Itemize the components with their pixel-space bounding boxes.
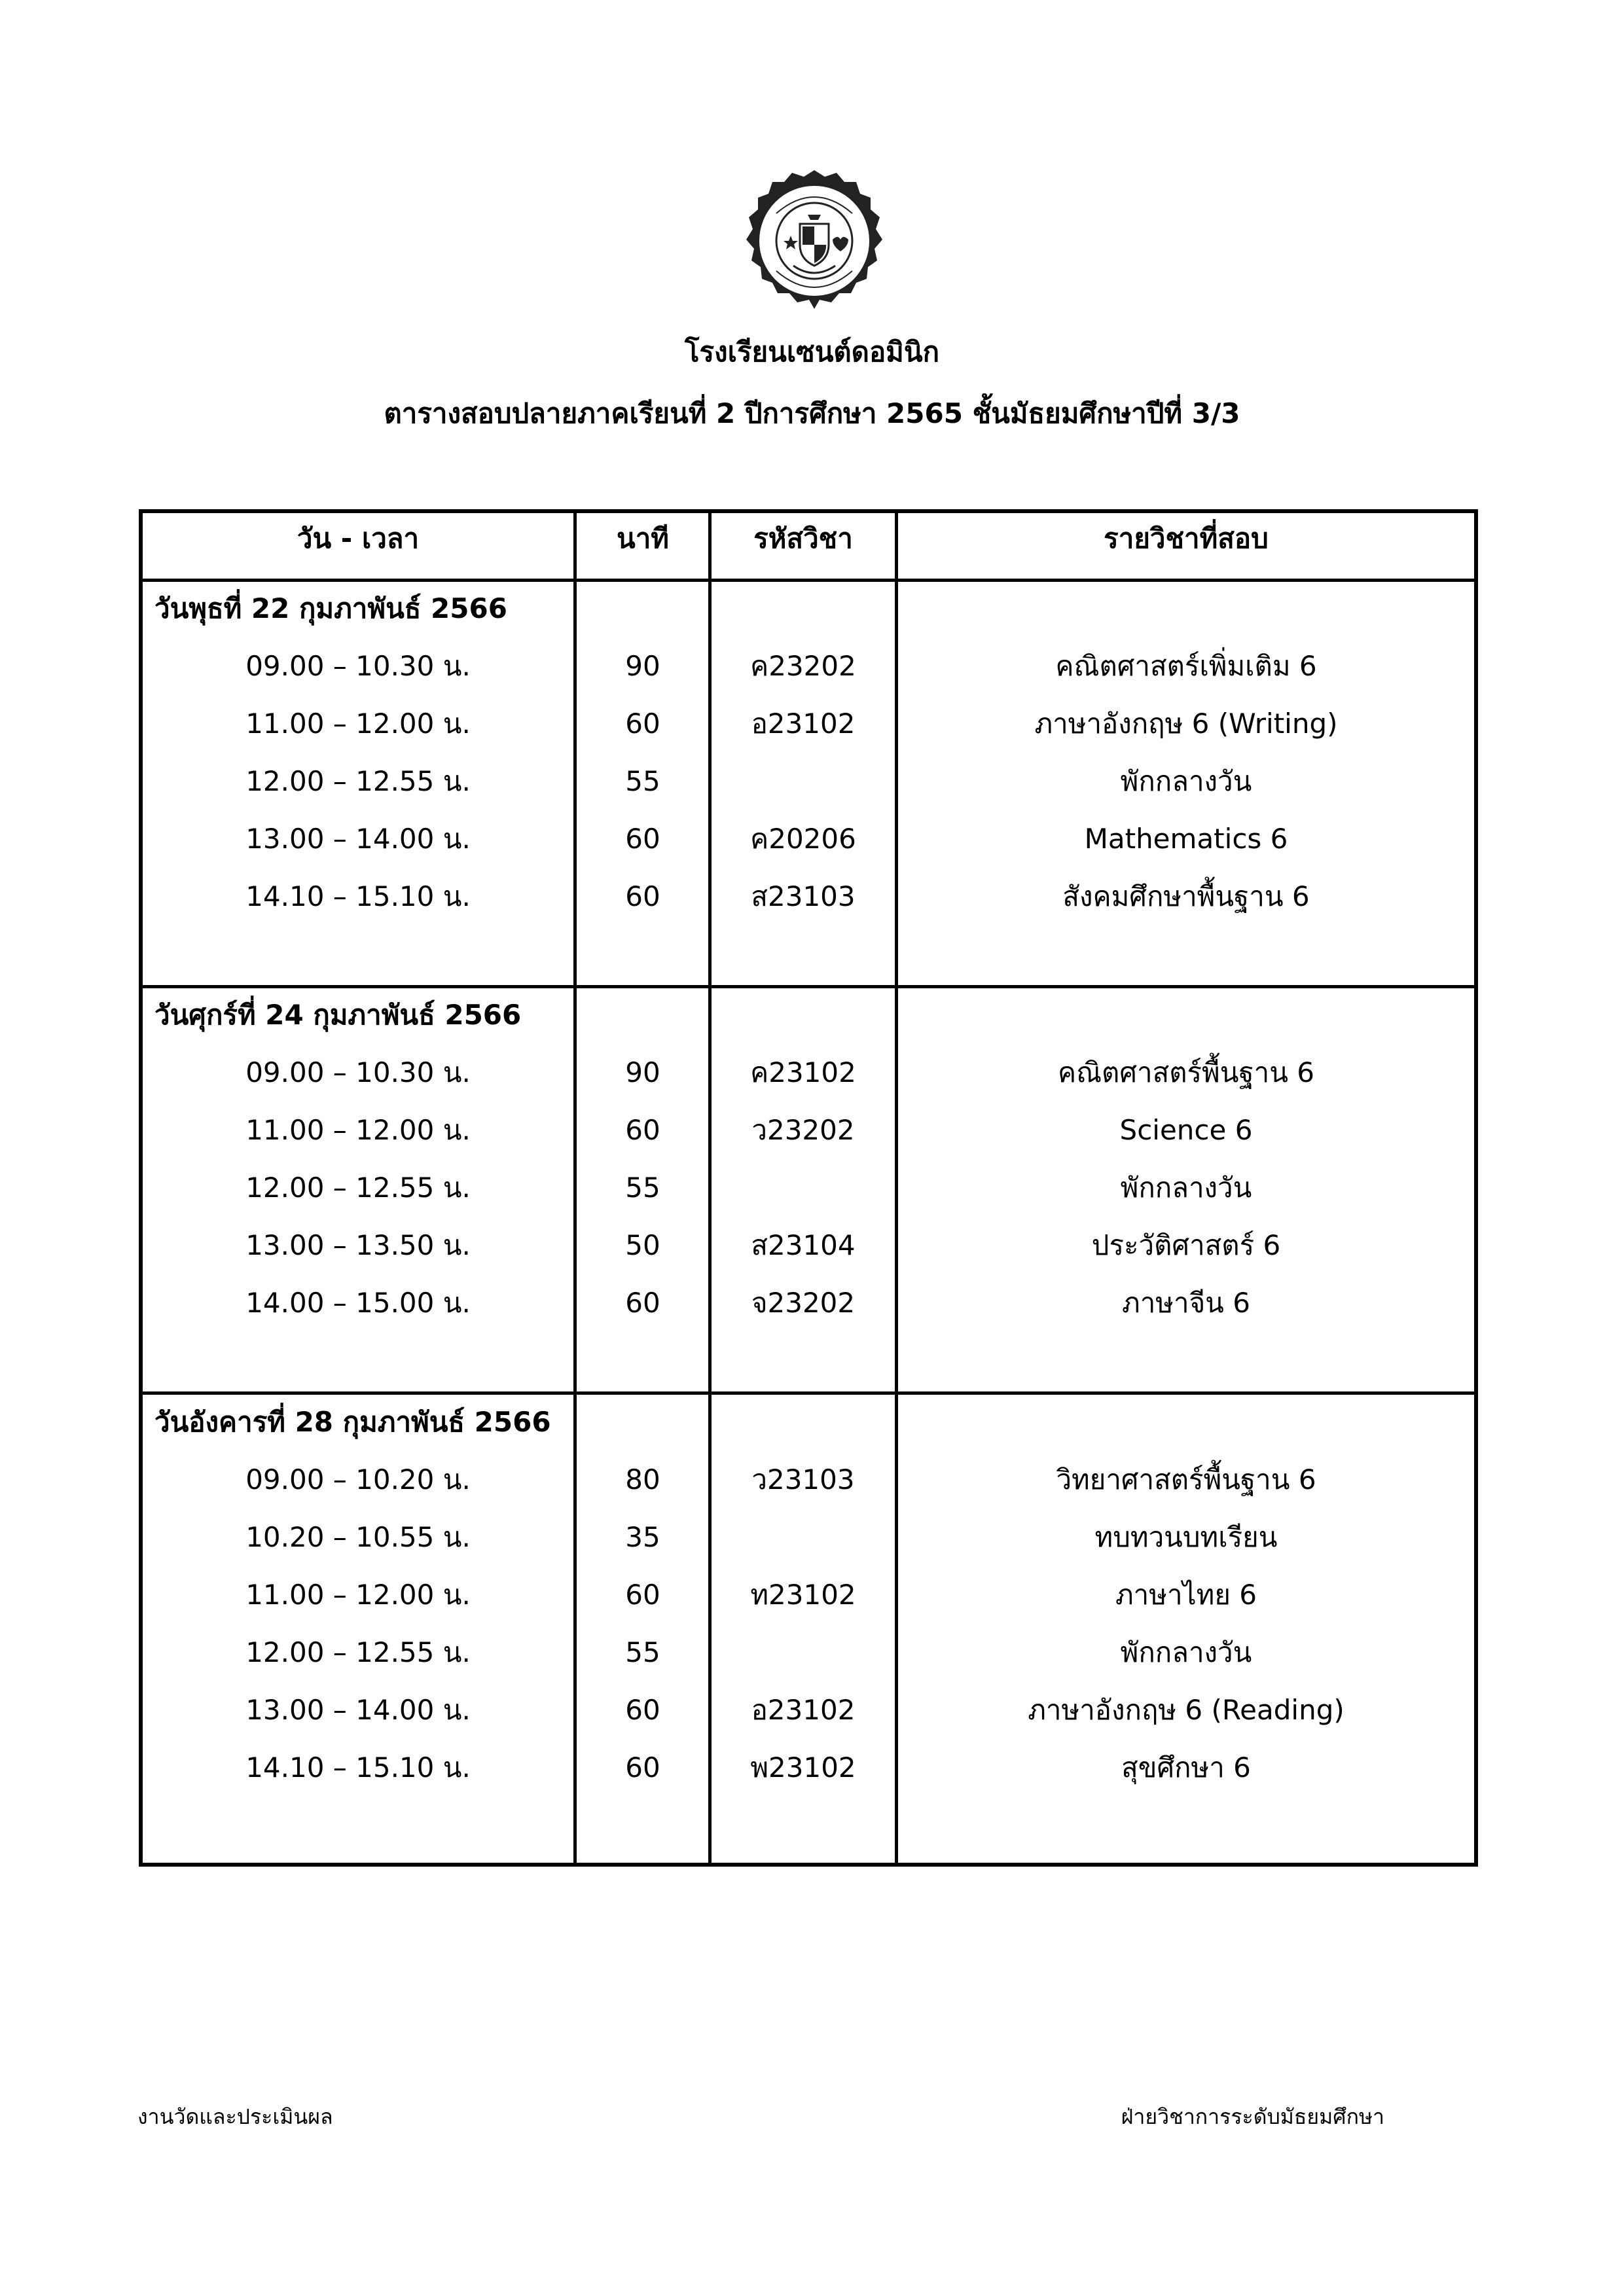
exam-code [712,1515,895,1560]
exam-code: จ23202 [751,1287,856,1319]
school-name: โรงเรียนเซนต์ดอมินิก [684,336,940,368]
exam-minutes: 60 [625,1694,660,1726]
exam-subject: พักกลางวัน [1120,765,1252,797]
exam-minutes: 55 [625,765,660,797]
exam-time: 11.00 – 12.00 น. [245,708,471,740]
exam-subject: ภาษาจีน 6 [1122,1287,1250,1319]
exam-time: 12.00 – 12.55 น. [245,1636,471,1668]
footer-right: ฝ่ายวิชาการระดับมัธยมศึกษา [1121,2104,1384,2129]
header-divider [139,579,1478,582]
exam-minutes: 60 [625,1579,660,1611]
exam-code: ท23102 [750,1579,856,1611]
exam-minutes: 60 [625,1751,660,1784]
exam-minutes: 60 [625,1287,660,1319]
exam-time: 14.10 – 15.10 น. [245,1751,471,1784]
exam-minutes: 60 [625,708,660,740]
exam-subject: ภาษาอังกฤษ 6 (Writing) [1034,708,1338,740]
column-header-time: วัน - เวลา [297,522,420,554]
page-title: ตารางสอบปลายภาคเรียนที่ 2 ปีการศึกษา 2565 ชั้นมัธยมศึกษาปีที่ 3/3 [384,397,1240,429]
exam-code: ว23202 [751,1114,855,1146]
day-label: วันอังคารที่ 28 กุมภาพันธ์ 2566 [154,1406,551,1438]
exam-code: อ23102 [751,1694,856,1726]
exam-code: ว23103 [751,1463,855,1496]
exam-code: ส23104 [751,1229,856,1261]
exam-subject: ทบทวนบทเรียน [1094,1521,1278,1553]
exam-time: 11.00 – 12.00 น. [245,1114,471,1146]
exam-subject: วิทยาศาสตร์พื้นฐาน 6 [1056,1463,1316,1496]
exam-subject: สุขศึกษา 6 [1121,1751,1251,1784]
exam-time: 10.20 – 10.55 น. [245,1521,471,1553]
exam-minutes: 90 [625,650,660,682]
exam-time: 14.00 – 15.00 น. [245,1287,471,1319]
column-header-subject: รายวิชาที่สอบ [1104,522,1269,554]
exam-subject: คณิตศาสตร์พื้นฐาน 6 [1058,1056,1314,1088]
exam-subject: ประวัติศาสตร์ 6 [1091,1229,1281,1261]
exam-minutes: 90 [625,1056,660,1088]
day-label: วันพุธที่ 22 กุมภาพันธ์ 2566 [154,592,507,624]
exam-minutes: 60 [625,1114,660,1146]
exam-code: ค23202 [750,650,856,682]
exam-subject: พักกลางวัน [1120,1172,1252,1204]
exam-minutes: 35 [625,1521,660,1553]
exam-time: 13.00 – 14.00 น. [245,1694,471,1726]
column-header-code: รหัสวิชา [753,522,853,554]
exam-code [712,1630,895,1676]
exam-code: ค20206 [750,823,856,855]
row-divider [139,1391,1478,1395]
exam-subject: สังคมศึกษาพื้นฐาน 6 [1062,880,1310,912]
exam-code: พ23102 [750,1751,856,1784]
exam-time: 13.00 – 14.00 น. [245,823,471,855]
column-header-minutes: นาที [617,522,669,554]
exam-code [712,759,895,804]
exam-code: ค23102 [750,1056,856,1088]
exam-subject: ภาษาอังกฤษ 6 (Reading) [1028,1694,1344,1726]
exam-code [712,1165,895,1211]
exam-subject: Science 6 [1119,1114,1253,1146]
exam-minutes: 50 [625,1229,660,1261]
exam-minutes: 60 [625,880,660,912]
day-label: วันศุกร์ที่ 24 กุมภาพันธ์ 2566 [154,999,522,1031]
footer-left: งานวัดและประเมินผล [137,2104,333,2129]
exam-subject: คณิตศาสตร์เพิ่มเติม 6 [1055,650,1317,682]
exam-time: 12.00 – 12.55 น. [245,1172,471,1204]
exam-time: 11.00 – 12.00 น. [245,1579,471,1611]
exam-code: ส23103 [751,880,856,912]
exam-minutes: 80 [625,1463,660,1496]
exam-minutes: 60 [625,823,660,855]
school-seal-icon [737,168,892,322]
exam-time: 09.00 – 10.20 น. [245,1463,471,1496]
exam-subject: ภาษาไทย 6 [1115,1579,1257,1611]
exam-time: 14.10 – 15.10 น. [245,880,471,912]
row-divider [139,985,1478,988]
exam-subject: Mathematics 6 [1084,823,1288,855]
exam-time: 09.00 – 10.30 น. [245,1056,471,1088]
exam-time: 12.00 – 12.55 น. [245,765,471,797]
exam-time: 09.00 – 10.30 น. [245,650,471,682]
exam-time: 13.00 – 13.50 น. [245,1229,471,1261]
exam-code: อ23102 [751,708,856,740]
exam-minutes: 55 [625,1636,660,1668]
exam-subject: พักกลางวัน [1120,1636,1252,1668]
exam-minutes: 55 [625,1172,660,1204]
